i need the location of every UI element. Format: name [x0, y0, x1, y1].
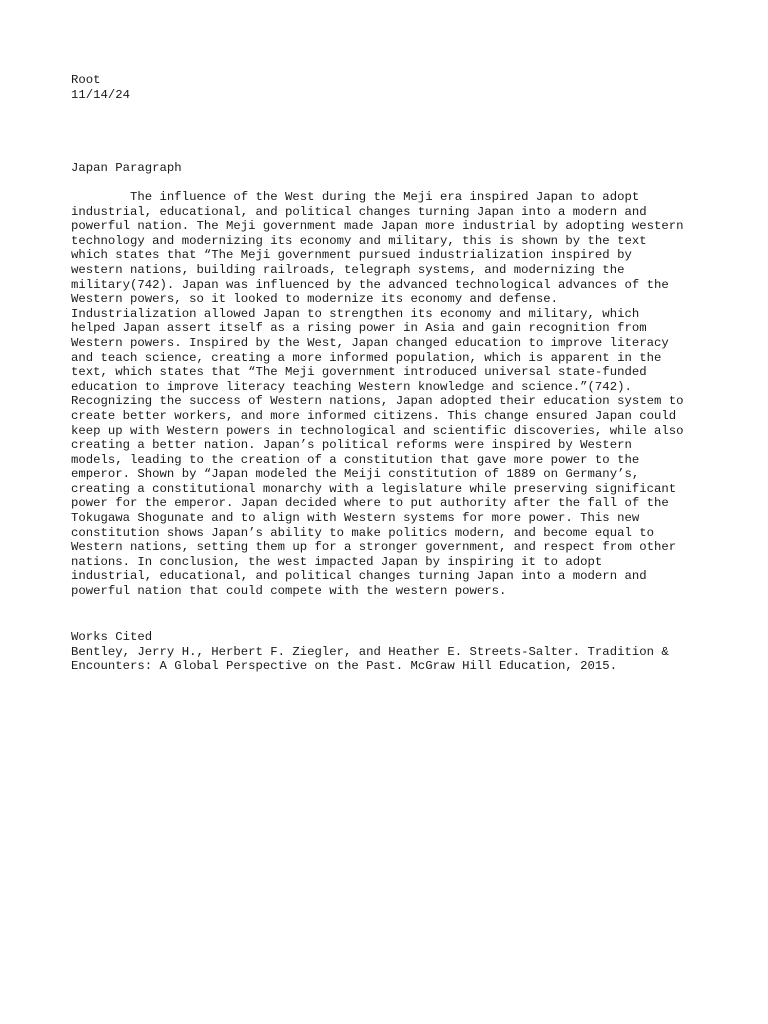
paragraph-line: powerful nation that could compete with the western powers. — [71, 584, 507, 599]
citation-line: Encounters: A Global Perspective on the Past. McGraw Hill Education, 2015. — [71, 659, 618, 674]
paragraph-line: create better workers, and more informed citizens. This change ensured Japan could — [71, 408, 677, 423]
paragraph-line: Western powers, so it looked to modernize its economy and defense. — [71, 292, 559, 307]
document-date: 11/14/24 — [71, 87, 131, 102]
paragraph-line: and teach science, creating a more informed population, which is apparent in the — [71, 350, 662, 365]
paragraph-line: text, which states that “The Meji government introduced universal state-funded — [71, 365, 647, 380]
citation-line: Bentley, Jerry H., Herbert F. Ziegler, and Heather E. Streets-Salter. Tradition & — [71, 644, 669, 659]
paragraph-body — [71, 190, 711, 599]
document-title: Japan Paragraph — [71, 161, 182, 175]
paragraph-line: powerful nation. The Meji government made Japan more industrial by adopting western — [71, 219, 684, 234]
paragraph-line: Industrialization allowed Japan to strengthen its economy and military, which — [71, 306, 640, 321]
paragraph-line: industrial, educational, and political changes turning Japan into a modern and — [71, 569, 647, 584]
works-cited-heading: Works Cited — [71, 630, 153, 644]
paragraph-line: Tokugawa Shogunate and to align with Western systems for more power. This new — [71, 511, 640, 526]
paragraph-line: models, leading to the creation of a constitution that gave more power to the — [71, 452, 640, 467]
paragraph-line: education to improve literacy teaching Western knowledge and science.”(742). — [71, 379, 632, 394]
paragraph-line: military(742). Japan was influenced by the advanced technological advances of the — [71, 277, 669, 292]
paragraph-line: creating a better nation. Japan’s political reforms were inspired by Western — [71, 438, 632, 453]
paragraph-line: nations. In conclusion, the west impacted Japan by inspiring it to adopt — [71, 554, 603, 569]
paragraph-line: which states that “The Meji government pursued industrialization inspired by — [71, 248, 632, 263]
document-header — [71, 73, 711, 102]
paragraph-line: Western powers. Inspired by the West, Japan changed education to improve literacy — [71, 335, 669, 350]
paragraph-line: power for the emperor. Japan decided where to put authority after the fall of the — [71, 496, 669, 511]
paragraph-line: keep up with Western powers in technological and scientific discoveries, while also — [71, 423, 684, 438]
paragraph-line: emperor. Shown by “Japan modeled the Meiji constitution of 1889 on Germany’s, — [71, 467, 640, 482]
author-name: Root — [71, 73, 101, 87]
works-cited-section — [71, 630, 711, 674]
paragraph-line: technology and modernizing its economy and military, this is shown by the text — [71, 233, 647, 248]
paragraph-line: industrial, educational, and political changes turning Japan into a modern and — [71, 204, 647, 219]
paragraph-line: creating a constitutional monarchy with a legislature while preserving significant — [71, 481, 677, 496]
paragraph-line: Western nations, setting them up for a stronger government, and respect from other — [71, 540, 677, 555]
paragraph-line: The influence of the West during the Meji era inspired Japan to adopt — [71, 190, 640, 204]
paragraph-line: western nations, building railroads, telegraph systems, and modernizing the — [71, 262, 625, 277]
paragraph-line: Recognizing the success of Western nations, Japan adopted their education system to — [71, 394, 684, 409]
paragraph-line: constitution shows Japan’s ability to make politics modern, and become equal to — [71, 525, 654, 540]
paragraph-line: helped Japan assert itself as a rising power in Asia and gain recognition from — [71, 321, 647, 336]
